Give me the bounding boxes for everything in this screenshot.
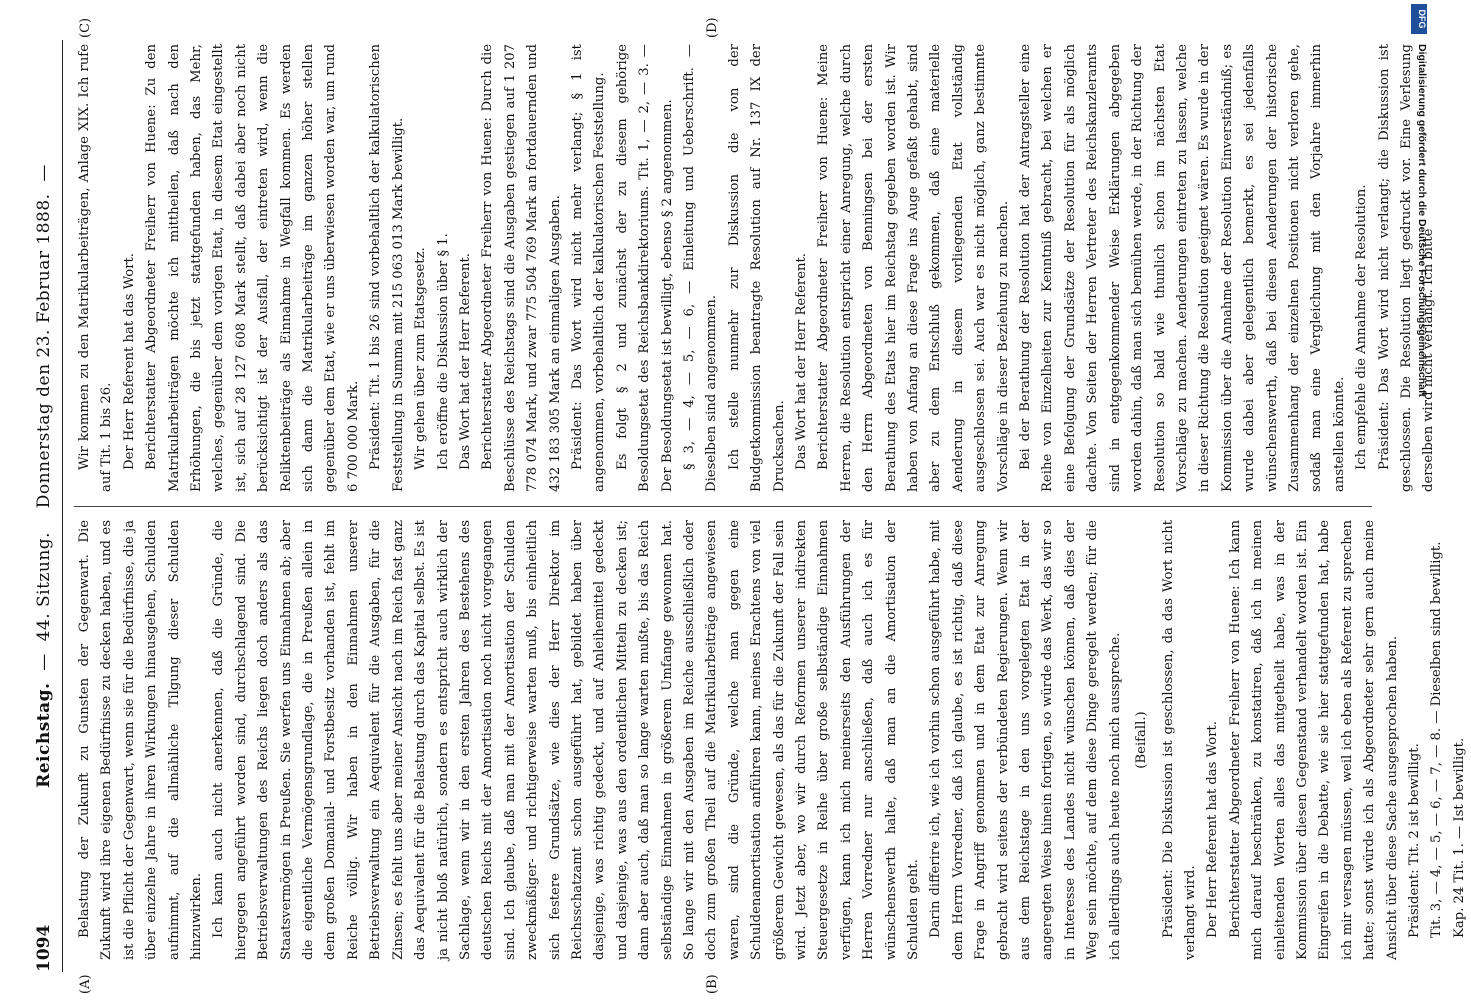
right-column-paragraph: Präsident: Tit. 1 bis 26 sind vorbehaltlich der kalkulatorischen Feststellung in Summa mit 215 063 013 Mark bewilligt.: [368, 44, 406, 492]
page-header: [34, 40, 64, 972]
header-left-title: Reichstag.: [34, 682, 54, 788]
margin-mark-a: (A): [78, 974, 93, 994]
left-column: [74, 520, 1467, 960]
header-session: 44. Sitzung.: [34, 531, 54, 642]
left-column-paragraph: Der Herr Referent hat das Wort.: [1205, 721, 1221, 938]
right-column-paragraph: Es folgt § 2 und zunächst der zu diesem gehörige Besoldungsetat des Reichsbankdirektoriums. Tit. 1, — 2, — 3. — Der Besoldungsetat ist bewilligt, ebenso § 2 angenommen.: [614, 44, 675, 492]
margin-mark-d: (D): [705, 17, 720, 38]
left-column-paragraph: Tit. 3, — 4, — 5, — 6, — 7, — 8. — Dieselben sind bewilligt.: [1429, 541, 1445, 938]
right-column-paragraph: Der Herr Referent hat das Wort.: [121, 253, 137, 470]
left-column-paragraph: Belastung der Zukunft zu Gunsten der Gegenwart. Die Zukunft wird ihre eigenen Bedürfnisse zu decken haben, und es ist die Pflicht der Gegenwart, wenn sie für die Bedürfnisse, die ja über einzelne Jahre in ihren Wirkungen hinausgehen, Schulden aufnimmt, auf die allmähliche Tilgung dieser Schulden hinzuwirken.: [77, 520, 205, 960]
column-divider: [74, 506, 1372, 507]
digitization-credit: [1406, 0, 1432, 1000]
left-column-paragraph: Kap. 24 Tit. 1. — Ist bewilligt.: [1451, 737, 1467, 938]
header-rule: [62, 40, 63, 972]
right-column-paragraph: § 3, — 4, — 5, — 6, — Einleitung und Ueberschrift. — Dieselben sind angenommen.: [681, 44, 720, 492]
right-column-paragraph: Ich eröffne die Diskussion über § 1.: [435, 233, 451, 470]
right-column-paragraph: Präsident: Das Wort wird nicht mehr verlangt; § 1 ist angenommen, vorbehaltlich der kalkulatorischen Feststellung.: [569, 44, 608, 492]
dfg-logo-text: DFG: [1417, 9, 1427, 29]
credit-svg: [1406, 0, 1432, 1000]
left-column-paragraph: Darin differire ich, wie ich vorhin schon ausgeführt habe, mit dem Herrn Vorredner, daß ich glaube, es ist richtig, daß diese Frage in Angriff genommen und in dem Etat zur Anregung gebracht wird seitens der verbündeten Regierungen. Wenn wir aus dem Reichstage in den uns vorgelegten Etat in der angeregten Weise hinein fortigen, so würde das Werk, das wir so in Interesse des Landes nicht wünschen können, daß dies der Weg sein möchte, auf dem diese Dinge geregelt werden; für die ich allerdings auch heute noch mich ausspreche.: [928, 520, 1123, 960]
right-column-paragraph: Das Wort hat der Herr Referent.: [457, 253, 473, 470]
left-column-paragraph: Präsident: Tit. 2 ist bewilligt.: [1406, 743, 1422, 938]
page-number: 1094: [34, 924, 54, 972]
right-column-paragraph: Wir gehen über zum Etatsgesetz.: [413, 247, 429, 470]
margin-mark-c: (C): [78, 17, 93, 38]
right-column-paragraph: Wir kommen zu den Matrikularbeiträgen, Anlage XIX. Ich rufe auf Tit. 1 bis 26.: [77, 44, 115, 492]
left-column-paragraph: Berichterstatter Abgeordneter Freiherr von Huene: Ich kann mich darauf beschränken, zu konstatiren, daß ich in meinen einleitenden Worten alles das mitgetheilt habe, was in der Kommission über diesen Gegenstand verhandelt worden ist. Ein Eingreifen in die Debatte, wie sie hier stattgefunden hat, habe ich mir versagen müssen, weil ich eben als Referent zu sprechen hatte; sonst würde ich als Abgeordneter sehr gern auch meine Ansicht über diese Sache ausgesprochen haben.: [1227, 520, 1400, 960]
credit-text: Digitalisierung gefördert durch die Deutsche Forschungsgemeinschaft: [1416, 44, 1428, 397]
left-column-paragraph: (Beifall.): [1134, 711, 1150, 769]
right-column-paragraph: Berichterstatter Abgeordneter Freiherr von Huene: Durch die Beschlüsse des Reichstags sind die Ausgaben gestiegen auf 1 207 778 074 Mark, und zwar 775 504 769 Mark an fortdauernden und 432 183 305 Mark an einmaligen Ausgaben.: [480, 44, 563, 492]
right-column-paragraph: Bei der Berathung der Resolution hat der Antragsteller eine Reihe von Einzelheiten zur Kenntniß gebracht, bei welchen er eine Befolgung der Grundsätze der Resolution für als möglich dachte. Von Seiten der Herren Vertreter des Reichskanzleramts sind in entgegenkommender Weise Erklärungen abgegeben worden dahin, daß man sich bemühen werde, in der Richtung der Resolution so bald wie thunlich schon im nächsten Etat Vorschläge zu machen. Aenderungen eintreten zu lassen, welche in dieser Richtung die Resolution geeignet wären. Es wurde in der Kommission über die Annahme der Resolution Einverständniß; es wurde dabei aber gelegentlich bemerkt, es sei jedenfalls wünschenswerth, daß bei diesen Aenderungen der historische Zusammenhang der einzelnen Positionen nicht verloren gehe, sodaß man eine Vergleichung mit den Vorjahre immerhin anstellen könnte.: [1018, 44, 1347, 492]
right-column-paragraph: Ich empfehle die Annahme der Resolution.: [1354, 184, 1370, 470]
right-column-paragraph: Ich stelle nunmehr zur Diskussion die von der Budgetkommission beantragte Resolution auf Nr. 137 IX der Drucksachen.: [726, 44, 787, 492]
right-column-paragraph: Präsident: Das Wort wird nicht verlangt; die Diskussion ist geschlossen. Die Resolution liegt gedruckt vor. Eine Verlesung derselben wird nicht verlangt. Ich bitte: [1376, 44, 1437, 492]
right-column-paragraph: Berichterstatter Abgeordneter Freiherr von Huene: Zu den Matrikularbeiträgen möchte ich mittheilen, daß nach den Erhöhungen, die bis jetzt stattgefunden haben, das Mehr, welches, gegenüber dem vorigen Etat, in diesem Etat eingestellt ist, sich auf 28 127 608 Mark stellt, daß dabei aber noch nicht berücksichtigt ist der Ausfall, der eintreten wird, wenn die Reliktenbeiträge als Einnahme in Wegfall kommen. Es werden sich dann die Matrikularbeiträge im ganzen höher stellen gegenüber dem Etat, wie er uns überwiesen worden war, um rund 6 700 000 Mark.: [144, 44, 361, 492]
left-column-paragraph: Präsident: Die Diskussion ist geschlossen, da das Wort nicht verlangt wird.: [1160, 520, 1198, 960]
left-column-paragraph: Ich kann auch nicht anerkennen, daß die Gründe, die hiergegen angeführt worden sind, durchschlagend sind. Die Betriebsverwaltungen des Reichs liegen doch anders als das Staatsvermögen in Preußen. Sie werfen uns Einnahmen ab; aber die eigentliche Vermögensgrundlage, die in Preußen allein in dem großen Domanial- und Forstbesitz vorhanden ist, fehlt im Reiche völlig. Wir haben in den Einnahmen unserer Betriebsverwaltung ein Aequivalent für die Ausgaben, für die Zinsen; es fehlt uns aber meiner Ansicht nach im Reich fast ganz das Aequivalent für die Belastung durch das Kapital selbst. Es ist ja nicht bloß natürlich, sondern es entspricht auch wirklich der Sachlage, wenn wir in den ersten Jahren des Bestehens des deutschen Reichs mit der Amortisation noch nicht vorgegangen sind. Ich glaube, daß man mit der Amortisation der Schulden zweckmäßiger- und richtigerweise warten muß, bis einheitlich sich festere Grundsätze, wie dies der Herr Direktor im Reichsschatzamt schon ausgeführt hat, gebildet haben über dasjenige, was richtig gedeckt, und auf Anleihemittel gedeckt und dasjenige, was aus den ordentlichen Mitteln zu decken ist; dann aber auch, daß man so lange warten mußte, bis das Reich selbständige Einnahmen in größerem Umfange gewonnen hat. So lange wir mit den Ausgaben im Reiche ausschließlich oder doch zum großen Theil auf die Matrikularbeiträge angewiesen waren, sind die Gründe, welche man gegen eine Schuldenamortisation anführen kann, meines Erachtens von viel größerem Gewicht gewesen, als das für die Zukunft der Fall sein wird. Jetzt aber, wo wir durch Reformen unserer indirekten Steuergesetze in Reihe über große selbständige Einnahmen verfügen, kann ich mich meinerseits den Ausführungen der Herren Vorredner nur anschließen, daß auch ich es für wünschenswerth halte, daß man an die Amortisation der Schulden geht.: [211, 520, 922, 960]
header-date: Donnerstag den 23. Februar 1888.: [34, 193, 54, 509]
right-column-paragraph: Das Wort hat der Herr Referent.: [794, 253, 809, 470]
margin-mark-b: (B): [705, 974, 720, 994]
right-column-paragraph: Berichterstatter Abgeordneter Freiherr von Huene: Meine Herren, die Resolution entspricht einer Anregung, welche durch den Herrn Abgeordneten von Benningsen bei der ersten Berathung des Etats hier im Reichstag gegeben worden ist. Wir haben von Anfang an diese Frage ins Auge gefaßt gehabt, sind aber zu dem Entschluß gekommen, daß eine materielle Aenderung in diesem vorliegenden Etat vollständig ausgeschlossen sei. Auch war es nicht möglich, ganz bestimmte Vorschläge in dieser Beziehung zu machen.: [816, 44, 1011, 492]
header-running-title: Reichstag. — 44. Sitzung. Donnerstag den 23. Februar 1888. —: [34, 164, 54, 788]
